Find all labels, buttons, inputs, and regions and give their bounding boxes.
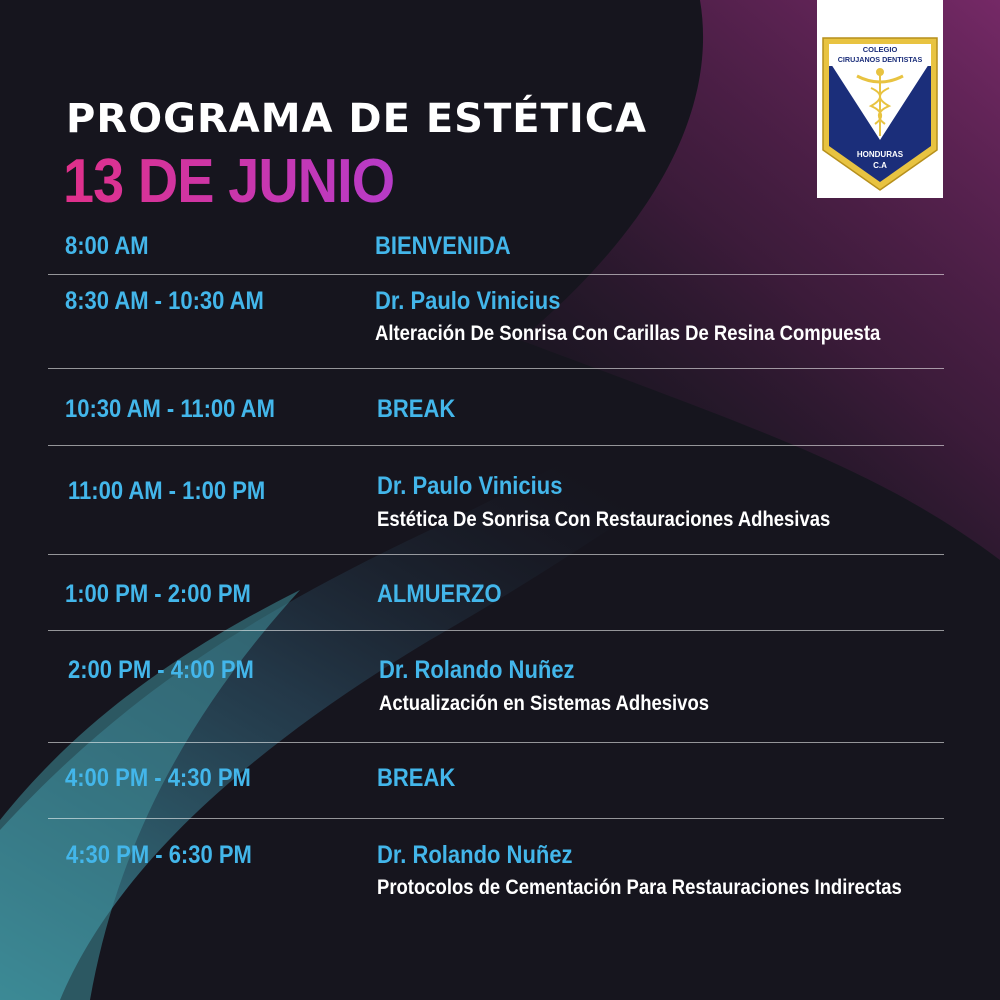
poster-title: PROGRAMA DE ESTÉTICA xyxy=(66,96,648,142)
divider xyxy=(48,554,944,555)
schedule-activity: BREAK xyxy=(377,395,456,423)
schedule-activity: BREAK xyxy=(377,764,456,792)
divider xyxy=(48,445,944,446)
schedule-time: 11:00 AM - 1:00 PM xyxy=(68,477,266,505)
divider xyxy=(48,818,944,819)
logo-line-4: C.A xyxy=(873,161,887,170)
schedule-time: 10:30 AM - 11:00 AM xyxy=(65,395,275,423)
schedule-topic: Alteración De Sonrisa Con Carillas De Resina Compuesta xyxy=(375,322,881,345)
schedule-time: 4:30 PM - 6:30 PM xyxy=(66,841,252,869)
schedule-speaker: Dr. Rolando Nuñez xyxy=(377,841,573,869)
logo-line-2: CIRUJANOS DENTISTAS xyxy=(837,55,923,64)
divider xyxy=(48,742,944,743)
logo-line-1: COLEGIO xyxy=(862,45,898,54)
logo-line-3: HONDURAS xyxy=(856,150,904,159)
event-date: 13 DE JUNIO xyxy=(63,147,395,216)
schedule-time: 8:00 AM xyxy=(65,232,149,260)
schedule-speaker: Dr. Rolando Nuñez xyxy=(379,656,575,684)
schedule-activity: ALMUERZO xyxy=(377,580,502,608)
schedule-time: 1:00 PM - 2:00 PM xyxy=(65,580,251,608)
schedule-speaker: Dr. Paulo Vinicius xyxy=(377,472,563,500)
schedule-topic: Actualización en Sistemas Adhesivos xyxy=(379,692,710,715)
divider xyxy=(48,274,944,275)
schedule-time: 8:30 AM - 10:30 AM xyxy=(65,287,264,315)
schedule-speaker: Dr. Paulo Vinicius xyxy=(375,287,561,315)
schedule-topic: Estética De Sonrisa Con Restauraciones Adhesivas xyxy=(377,508,831,531)
schedule-activity: BIENVENIDA xyxy=(375,232,511,260)
divider xyxy=(48,630,944,631)
schedule-topic: Protocolos de Cementación Para Restauraciones Indirectas xyxy=(377,876,902,899)
divider xyxy=(48,368,944,369)
college-logo xyxy=(817,0,943,198)
schedule-time: 2:00 PM - 4:00 PM xyxy=(68,656,254,684)
schedule-time: 4:00 PM - 4:30 PM xyxy=(65,764,251,792)
